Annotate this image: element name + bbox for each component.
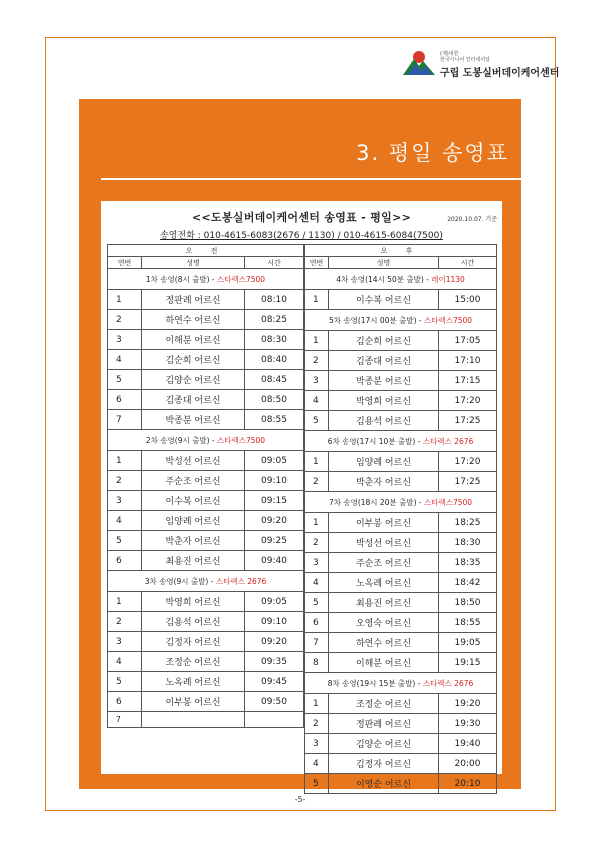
table-row [108,692,304,712]
passenger-name: 김용석 어르신 [142,612,245,632]
morning-schedule-table [107,244,304,728]
passenger-name: 이해분 어르신 [329,653,439,673]
row-number: 1 [305,452,329,472]
pickup-time: 09:20 [245,511,304,531]
pickup-time: 19:20 [439,694,497,714]
pickup-time: 17:15 [439,371,497,391]
table-row [108,290,304,310]
row-number: 8 [305,653,329,673]
pickup-time: 19:05 [439,633,497,653]
table-row [305,633,497,653]
group-vehicle: 스타렉스 2676 [422,436,474,446]
pickup-time: 09:50 [245,692,304,712]
afternoon-section-row [305,245,497,257]
pickup-time: 09:40 [245,551,304,571]
group-departure: 8차 송영(19시 15분 출발) - [327,678,423,688]
table-row [108,370,304,390]
group-row [108,571,304,592]
pickup-time: 09:05 [245,592,304,612]
pickup-time: 17:20 [439,391,497,411]
row-number: 6 [108,551,142,571]
group-departure: 2차 송영(9시 출발) - [145,435,218,445]
column-header-time: 시간 [439,257,497,269]
table-row [305,653,497,673]
afternoon-section-label: 오 후 [305,245,497,257]
table-row [305,533,497,553]
group-row [305,269,497,290]
row-number: 4 [305,754,329,774]
table-row [305,573,497,593]
table-row [108,410,304,430]
pickup-time: 18:25 [439,513,497,533]
passenger-name: 박영희 어르신 [329,391,439,411]
passenger-name: 주순조 어르신 [142,471,245,491]
row-number: 2 [305,351,329,371]
passenger-name: 이수복 어르신 [329,290,439,310]
row-number: 4 [108,350,142,370]
row-number: 4 [108,511,142,531]
group-label [108,269,304,290]
row-number: 1 [305,694,329,714]
row-number: 7 [305,633,329,653]
table-row [305,331,497,351]
pickup-time: 08:10 [245,290,304,310]
pickup-time [245,712,304,728]
row-number: 2 [108,471,142,491]
morning-section-label: 오 전 [108,245,304,257]
group-departure: 4차 송영(14시 50분 출발) - [336,274,432,284]
pickup-time: 09:10 [245,612,304,632]
pickup-time: 19:30 [439,714,497,734]
table-row [305,613,497,633]
row-number: 1 [305,513,329,533]
row-number: 3 [108,330,142,350]
row-number: 3 [108,632,142,652]
passenger-name: 이영순 어르신 [329,774,439,794]
morning-header-row [108,257,304,269]
org-name: (재)대한 한국시니어 인터네셔널 [440,51,490,63]
column-header-no: 연번 [108,257,142,269]
pickup-time: 20:00 [439,754,497,774]
group-row [305,310,497,331]
passenger-name: 최용진 어르신 [142,551,245,571]
pickup-time: 19:15 [439,653,497,673]
row-number: 3 [305,734,329,754]
row-number: 4 [305,573,329,593]
row-number: 2 [108,612,142,632]
row-number: 3 [305,553,329,573]
pickup-time: 08:40 [245,350,304,370]
pickup-time: 17:05 [439,331,497,351]
section-title: 3. 평일 송영표 [356,141,509,165]
group-vehicle: 스타렉스7500 [424,497,473,507]
pickup-time: 09:20 [245,632,304,652]
table-row [305,391,497,411]
pickup-time: 17:25 [439,472,497,492]
group-row [305,492,497,513]
column-header-time: 시간 [245,257,304,269]
table-row [108,511,304,531]
row-number: 6 [305,613,329,633]
passenger-name: 오영숙 어르신 [329,613,439,633]
row-number: 5 [108,370,142,390]
row-number: 5 [108,672,142,692]
table-row [108,451,304,471]
table-row [108,471,304,491]
passenger-name: 박춘자 어르신 [142,531,245,551]
passenger-name: 박성선 어르신 [329,533,439,553]
row-number: 3 [108,491,142,511]
group-label [305,492,497,513]
group-vehicle: 레이1130 [431,274,465,284]
document-date: 2020.10.07. 기준 [447,216,497,223]
schedule-document [101,201,502,790]
passenger-name: 노옥례 어르신 [329,573,439,593]
passenger-name: 임양례 어르신 [329,452,439,472]
afternoon-schedule-table [304,244,497,794]
pickup-time: 08:50 [245,390,304,410]
group-vehicle: 스타렉스 2676 [215,576,267,586]
group-vehicle: 스타렉스7500 [424,315,473,325]
group-label [305,673,497,694]
pickup-time: 18:55 [439,613,497,633]
passenger-name: 김양순 어르신 [329,734,439,754]
page-number: -5- [294,795,306,804]
table-row [305,734,497,754]
row-number: 3 [305,371,329,391]
passenger-name [142,712,245,728]
group-label [108,571,304,592]
passenger-name: 이부봉 어르신 [329,513,439,533]
table-row [108,672,304,692]
group-row [108,430,304,451]
column-header-no: 연번 [305,257,329,269]
row-number: 2 [305,714,329,734]
afternoon-header-row [305,257,497,269]
table-row [108,491,304,511]
table-row [108,632,304,652]
row-number: 2 [108,310,142,330]
table-row [108,592,304,612]
group-vehicle: 스타렉스7500 [217,435,266,445]
table-row [108,350,304,370]
pickup-time: 15:00 [439,290,497,310]
column-header-name: 성명 [329,257,439,269]
pickup-time: 18:50 [439,593,497,613]
group-departure: 3차 송영(9시 출발) - [144,576,216,586]
row-number: 4 [305,391,329,411]
table-row [305,411,497,431]
table-row [108,712,304,728]
table-row [305,593,497,613]
passenger-name: 김정자 어르신 [329,754,439,774]
center-logo [402,49,562,79]
row-number: 5 [305,593,329,613]
row-number: 5 [305,774,329,794]
passenger-name: 노옥례 어르신 [142,672,245,692]
table-row [305,714,497,734]
pickup-time: 18:35 [439,553,497,573]
pickup-time: 17:25 [439,411,497,431]
passenger-name: 최용진 어르신 [329,593,439,613]
table-row [305,774,497,794]
table-row [305,452,497,472]
group-label [108,430,304,451]
title-divider [101,178,521,180]
pickup-time: 18:30 [439,533,497,553]
morning-section-row [108,245,304,257]
passenger-name: 박종분 어르신 [329,371,439,391]
group-vehicle: 스타렉스7500 [217,274,266,284]
table-row [305,754,497,774]
passenger-name: 임양례 어르신 [142,511,245,531]
table-row [305,472,497,492]
table-row [108,551,304,571]
row-number: 5 [305,411,329,431]
pickup-time: 09:05 [245,451,304,471]
pickup-time: 18:42 [439,573,497,593]
pickup-time: 09:45 [245,672,304,692]
row-number: 6 [108,390,142,410]
table-row [305,351,497,371]
column-header-name: 성명 [142,257,245,269]
pickup-time: 09:35 [245,652,304,672]
row-number: 1 [108,592,142,612]
table-row [305,290,497,310]
pickup-time: 09:10 [245,471,304,491]
group-row [305,431,497,452]
row-number: 1 [305,290,329,310]
pickup-time: 08:55 [245,410,304,430]
table-row [108,531,304,551]
passenger-name: 박영희 어르신 [142,592,245,612]
row-number: 4 [108,652,142,672]
group-departure: 1차 송영(8시 출발) - [145,274,218,284]
group-departure: 7차 송영(18시 20분 출발) - [328,497,424,507]
table-row [108,612,304,632]
pickup-time: 08:30 [245,330,304,350]
contact-phone: 송영전화 : 010-4615-6083(2676 / 1130) / 010-4615-6084(7500) [160,231,443,241]
passenger-name: 김종대 어르신 [142,390,245,410]
passenger-name: 정판례 어르신 [142,290,245,310]
passenger-name: 이해분 어르신 [142,330,245,350]
row-number: 7 [108,712,142,728]
passenger-name: 이부봉 어르신 [142,692,245,712]
document-title: <<도봉실버데이케어센터 송영표 - 평일>> [191,211,412,224]
pickup-time: 20:10 [439,774,497,794]
table-row [108,330,304,350]
passenger-name: 김순희 어르신 [142,350,245,370]
passenger-name: 조정순 어르신 [142,652,245,672]
table-row [305,513,497,533]
row-number: 6 [108,692,142,712]
group-row [108,269,304,290]
passenger-name: 김정자 어르신 [142,632,245,652]
table-row [108,390,304,410]
group-label [305,310,497,331]
pickup-time: 08:45 [245,370,304,390]
content-panel [79,99,521,789]
passenger-name: 하연수 어르신 [329,633,439,653]
passenger-name: 김순희 어르신 [329,331,439,351]
pickup-time: 09:25 [245,531,304,551]
row-number: 2 [305,533,329,553]
table-row [305,694,497,714]
row-number: 1 [108,290,142,310]
group-vehicle: 스타렉스 2676 [422,678,474,688]
passenger-name: 정판례 어르신 [329,714,439,734]
pickup-time: 17:10 [439,351,497,371]
group-departure: 5차 송영(17시 00분 출발) - [328,315,424,325]
group-row [305,673,497,694]
passenger-name: 하연수 어르신 [142,310,245,330]
passenger-name: 박종분 어르신 [142,410,245,430]
row-number: 1 [108,451,142,471]
table-row [108,310,304,330]
group-label [305,431,497,452]
row-number: 2 [305,472,329,492]
passenger-name: 이수복 어르신 [142,491,245,511]
pickup-time: 08:25 [245,310,304,330]
passenger-name: 김용석 어르신 [329,411,439,431]
row-number: 1 [305,331,329,351]
row-number: 7 [108,410,142,430]
passenger-name: 조정순 어르신 [329,694,439,714]
row-number: 5 [108,531,142,551]
table-row [305,371,497,391]
mountain-logo-icon [402,49,436,77]
group-departure: 6차 송영(17시 10분 출발) - [327,436,423,446]
pickup-time: 17:20 [439,452,497,472]
passenger-name: 김양순 어르신 [142,370,245,390]
table-row [305,553,497,573]
passenger-name: 박성선 어르신 [142,451,245,471]
passenger-name: 박춘자 어르신 [329,472,439,492]
table-row [108,652,304,672]
group-label [305,269,497,290]
passenger-name: 김종대 어르신 [329,351,439,371]
pickup-time: 09:15 [245,491,304,511]
pickup-time: 19:40 [439,734,497,754]
center-name: 구립 도봉실버데이케어센터 [440,68,560,79]
passenger-name: 주순조 어르신 [329,553,439,573]
